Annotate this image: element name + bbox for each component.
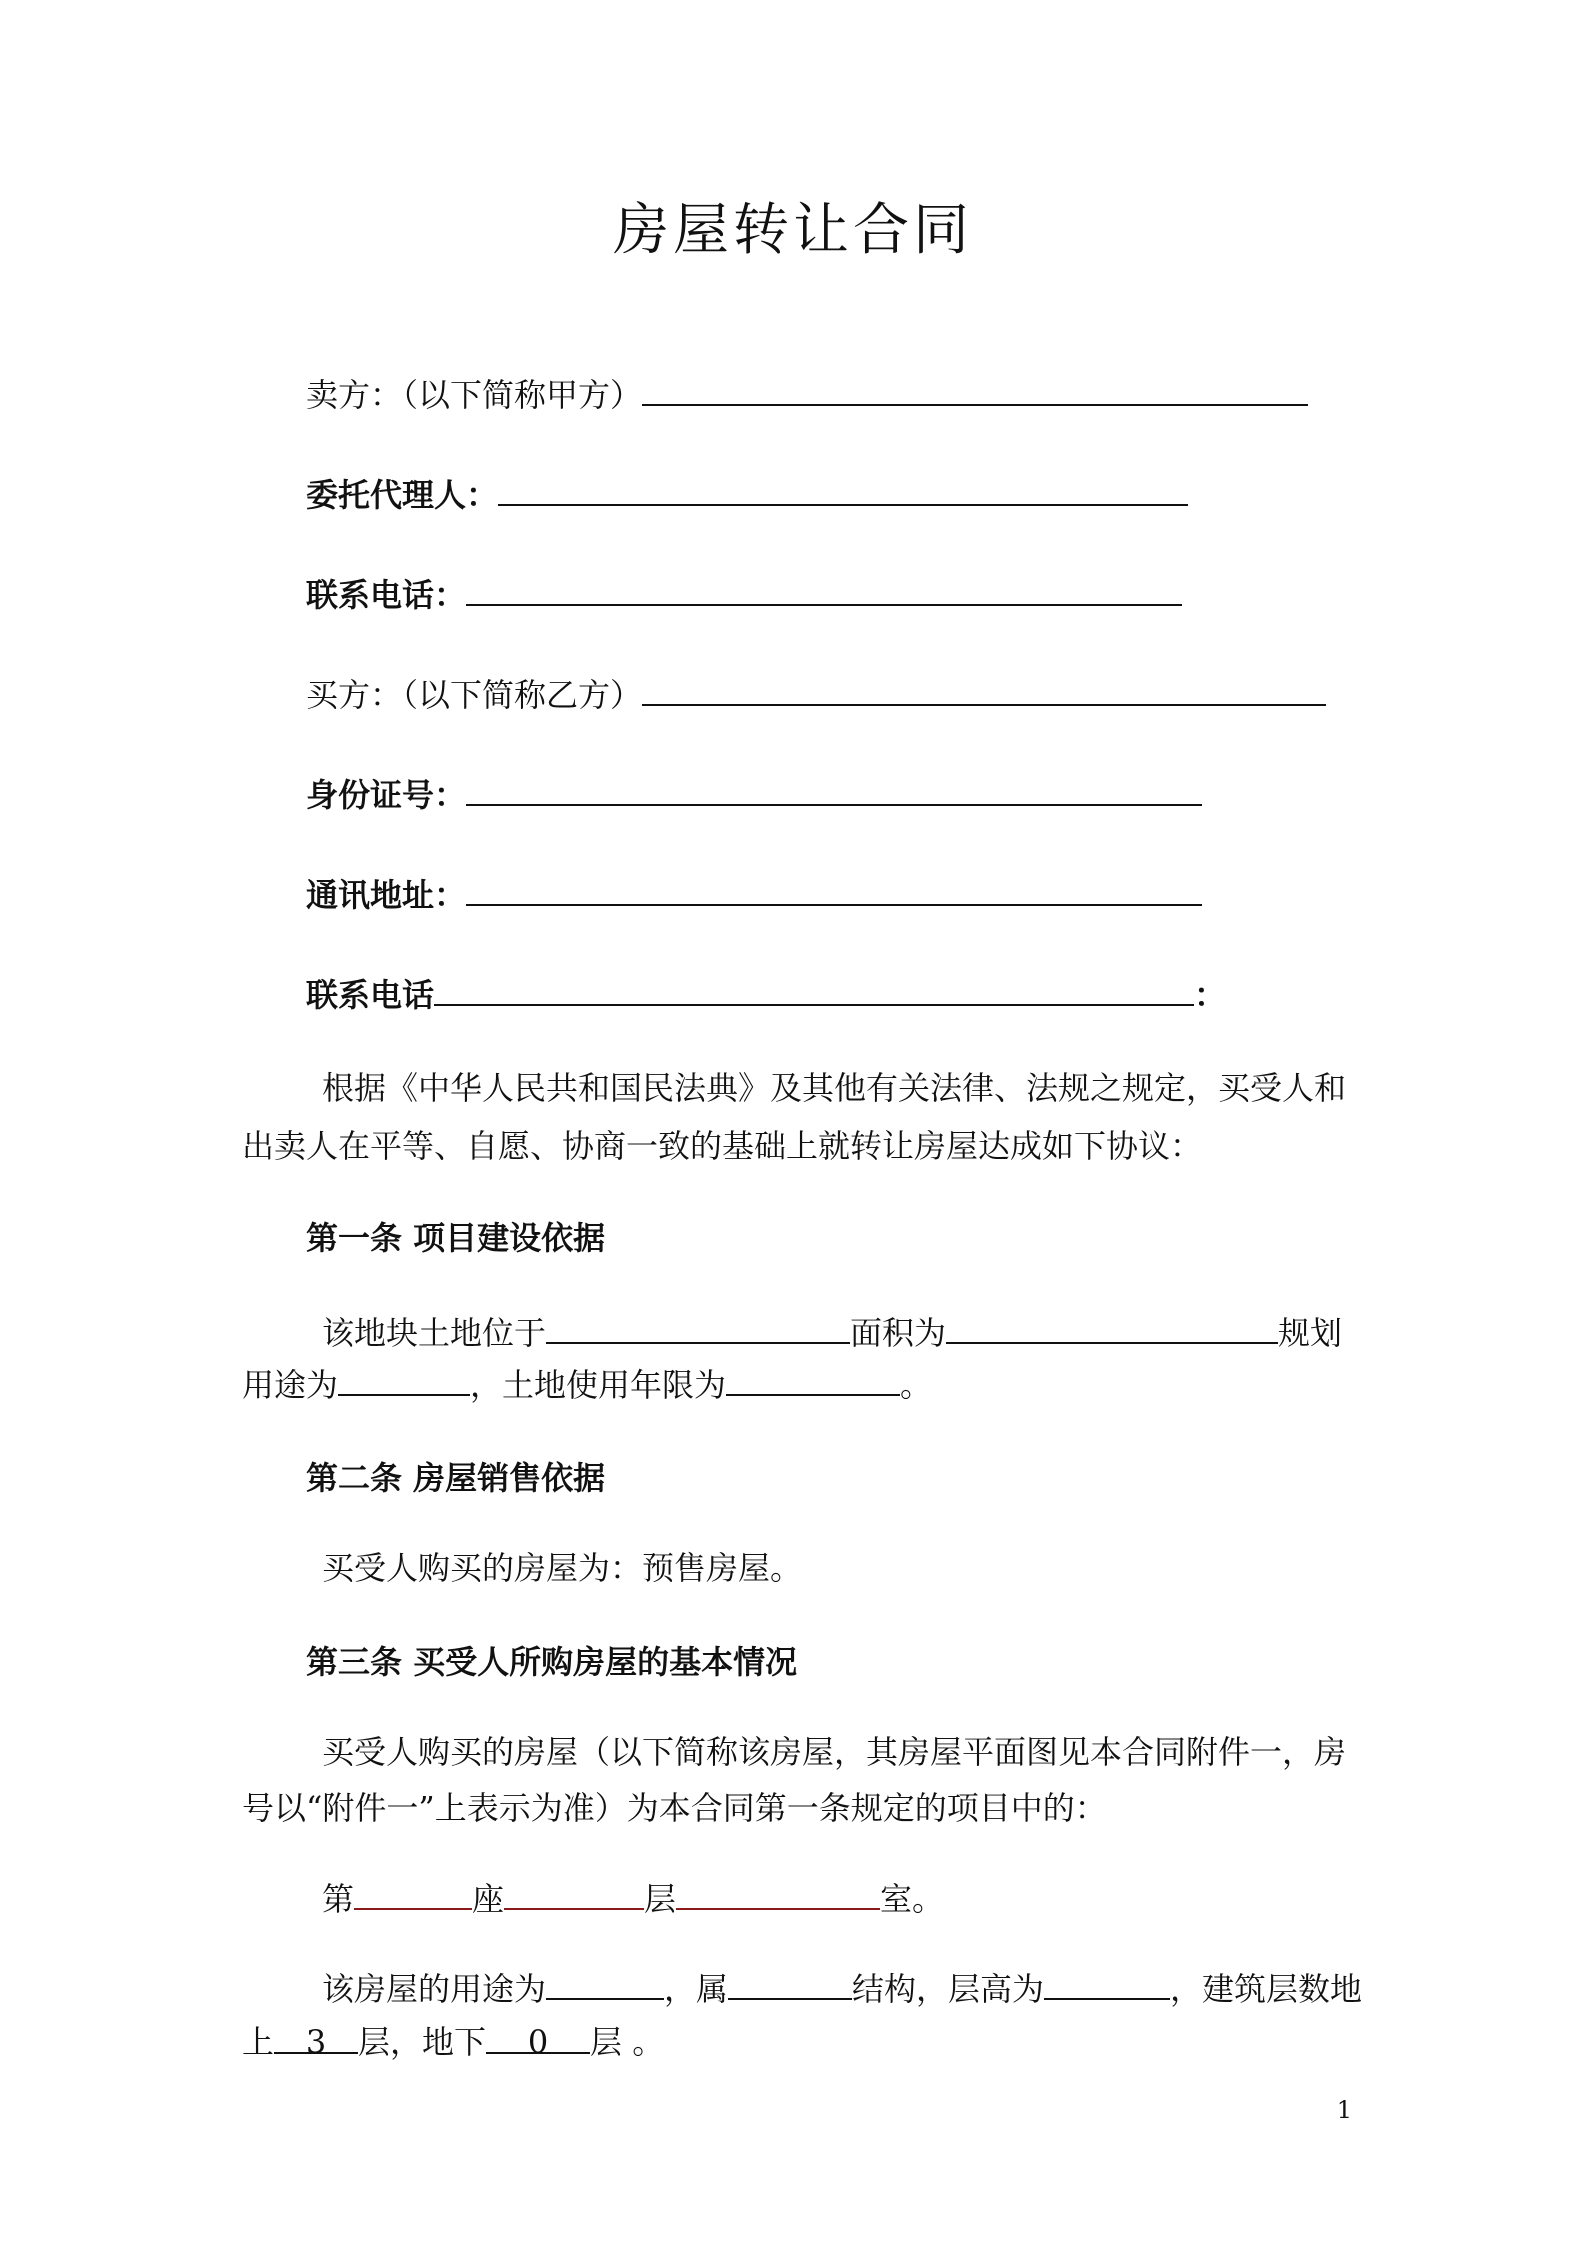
land-term-label: ，土地使用年限为	[470, 1366, 727, 1404]
land-usage-label: 用途为	[242, 1366, 339, 1404]
floors-suffix: 层 。	[590, 2023, 665, 2061]
preamble-line-2: 出卖人在平等、自愿、协商一致的基础上就转让房屋达成如下协议：	[242, 1127, 1203, 1165]
buyer-label: 买方：（以下简称乙方）	[306, 676, 643, 714]
article-2-heading: 第二条 房屋销售依据	[306, 1459, 606, 1497]
floor-blank[interactable]	[504, 1876, 644, 1910]
article-3-line-1: 买受人购买的房屋（以下简称该房屋，其房屋平面图见本合同附件一，房	[322, 1733, 1347, 1771]
land-usage-blank[interactable]	[338, 1362, 470, 1396]
page-number: 1	[1336, 2096, 1352, 2124]
land-location-label: 该地块土地位于	[322, 1314, 547, 1352]
floors-row	[242, 2020, 664, 2064]
address-row	[306, 872, 1202, 917]
article-1-line-1	[322, 1310, 1342, 1355]
seller-phone-row	[306, 572, 1182, 617]
document-title: 房屋转让合同	[613, 198, 973, 263]
seller-row	[306, 372, 1308, 417]
agent-row	[306, 472, 1188, 517]
id-blank[interactable]	[466, 772, 1202, 806]
buyer-row	[306, 672, 1326, 717]
usage-blank[interactable]	[546, 1966, 664, 2000]
article-1-line-2	[242, 1362, 932, 1407]
buyer-phone-blank[interactable]	[434, 972, 1194, 1006]
article-2-text: 买受人购买的房屋为：预售房屋。	[322, 1549, 803, 1587]
structure-blank[interactable]	[728, 1966, 852, 2000]
address-label: 通讯地址：	[306, 876, 467, 914]
usage-row	[322, 1966, 1362, 2011]
buyer-phone-label: 联系电话	[306, 976, 435, 1014]
building-blank[interactable]	[354, 1876, 472, 1910]
unit-zuo-label: 座	[472, 1880, 505, 1918]
article-3-heading: 第三条 买受人所购房屋的基本情况	[306, 1643, 798, 1681]
buyer-phone-suffix: ：	[1194, 976, 1227, 1014]
structure-label: ，属	[664, 1970, 729, 2008]
seller-phone-label: 联系电话：	[306, 576, 467, 614]
article-3-line-2: 号以“附件一”上表示为准）为本合同第一条规定的项目中的：	[242, 1789, 1107, 1827]
height-label: 结构，层高为	[852, 1970, 1045, 2008]
seller-label: 卖方：（以下简称甲方）	[306, 376, 643, 414]
buyer-phone-row	[306, 972, 1226, 1017]
storeys-label: ，建筑层数地	[1170, 1970, 1363, 2008]
unit-ceng-label: 层	[644, 1880, 677, 1918]
unit-di-label: 第	[322, 1880, 355, 1918]
unit-row	[322, 1876, 944, 1921]
id-label: 身份证号：	[306, 776, 467, 814]
address-blank[interactable]	[466, 872, 1202, 906]
land-term-blank[interactable]	[726, 1362, 900, 1396]
room-blank[interactable]	[676, 1876, 880, 1910]
below-ground-label: 层，地下	[358, 2023, 487, 2061]
land-area-label: 面积为	[850, 1314, 947, 1352]
article-1-period: 。	[900, 1366, 933, 1404]
agent-blank[interactable]	[498, 472, 1188, 506]
article-1-heading: 第一条 项目建设依据	[306, 1219, 606, 1257]
above-ground-value[interactable]: 3	[274, 2020, 358, 2054]
seller-blank[interactable]	[642, 372, 1308, 406]
height-blank[interactable]	[1044, 1966, 1170, 2000]
planning-label: 规划	[1278, 1314, 1343, 1352]
usage-label: 该房屋的用途为	[322, 1970, 547, 2008]
land-location-blank[interactable]	[546, 1310, 850, 1344]
buyer-blank[interactable]	[642, 672, 1326, 706]
land-area-blank[interactable]	[946, 1310, 1278, 1344]
seller-phone-blank[interactable]	[466, 572, 1182, 606]
preamble-line-1: 根据《中华人民共和国民法典》及其他有关法律、法规之规定，买受人和	[322, 1069, 1347, 1107]
above-ground-label: 上	[242, 2023, 275, 2061]
unit-shi-label: 室。	[880, 1880, 945, 1918]
agent-label: 委托代理人：	[306, 476, 499, 514]
below-ground-value[interactable]: 0	[486, 2020, 590, 2054]
id-row	[306, 772, 1202, 817]
